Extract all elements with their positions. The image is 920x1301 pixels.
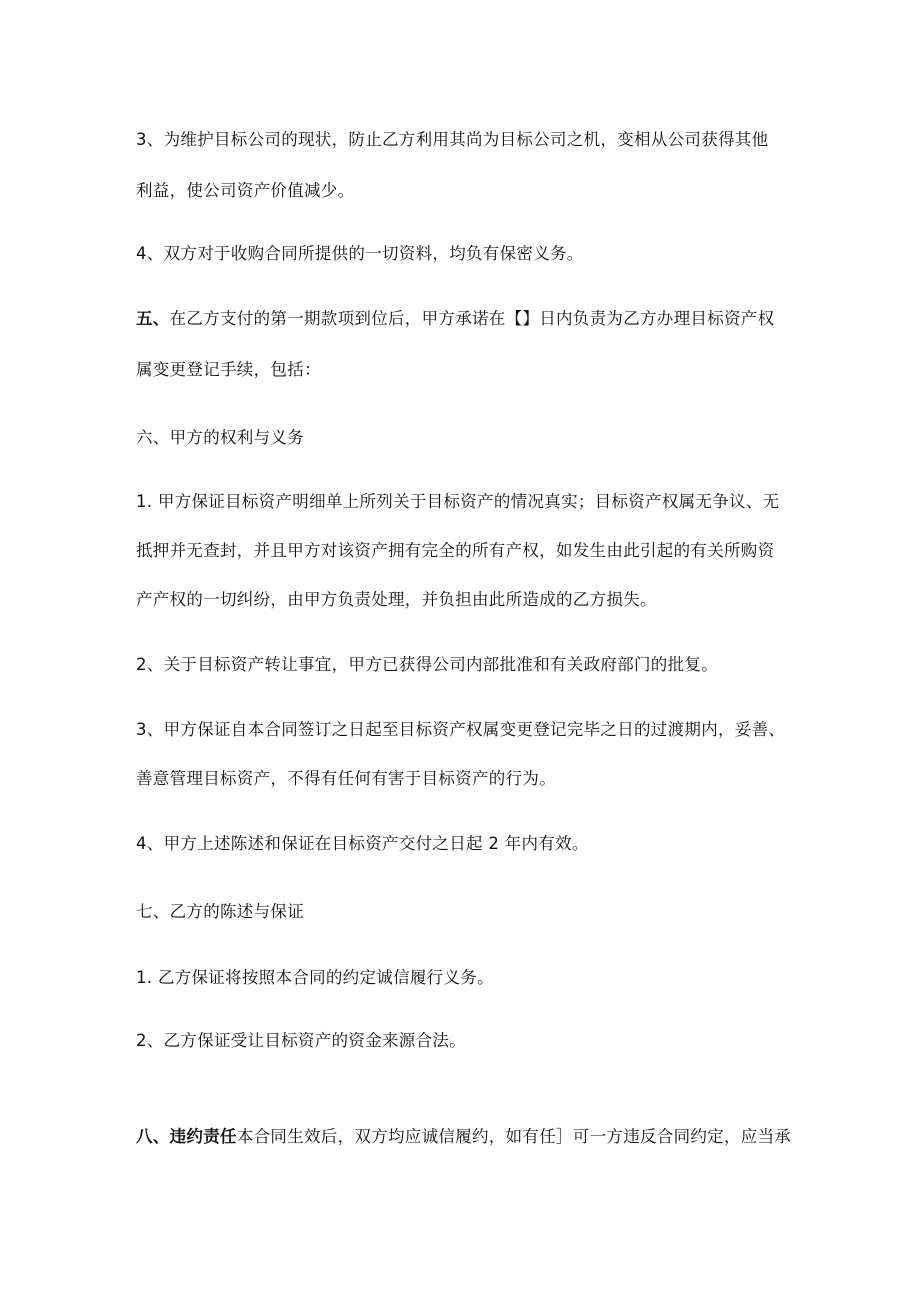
section-seven-heading: 七、乙方的陈述与保证 [136,902,304,921]
paragraph-line: 1. 乙方保证将按照本合同的约定诚信履行义务。 [136,968,494,987]
section-eight-line [136,1126,816,1148]
paragraph-line: 4、甲方上述陈述和保证在目标资产交付之日起 2 年内有效。 [136,834,589,853]
paragraph-line: 利益，使公司资产价值减少。 [136,181,355,200]
section-eight-heading: 八、违约责任 [136,1127,237,1146]
section-five-line [136,308,816,330]
paragraph-line: 产产权的一切纠纷，由甲方负责处理，并负担由此所造成的乙方损失。 [136,590,657,609]
section-five-text: 在乙方支付的第一期款项到位后，甲方承诺在【】日内负责为乙方办理目标资产权 [169,309,775,328]
paragraph-line: 2、乙方保证受让目标资产的资金来源合法。 [136,1031,466,1050]
paragraph-line: 1. 甲方保证目标资产明细单上所列关于目标资产的情况真实；目标资产权属无争议、无 [136,492,780,511]
section-five-heading: 五、 [136,309,170,328]
paragraph-line: 属变更登记手续，包括： [136,360,321,379]
paragraph-line: 3、甲方保证自本合同签订之日起至目标资产权属变更登记完毕之日的过渡期内，妥善、 [136,720,786,739]
paragraph-line: 4、双方对于收购合同所提供的一切资料，均负有保密义务。 [136,244,584,263]
paragraph-line: 抵押并无查封，并且甲方对该资产拥有完全的所有产权，如发生由此引起的有关所购资 [136,541,775,560]
section-six-heading: 六、甲方的权利与义务 [136,428,304,447]
section-eight-text: 本合同生效后，双方均应诚信履约，如有任］可一方违反合同约定，应当承 [236,1127,792,1146]
paragraph-line: 善意管理目标资产，不得有任何有害于目标资产的行为。 [136,769,556,788]
paragraph-line: 2、关于目标资产转让事宜，甲方已获得公司内部批准和有关政府部门的批复。 [136,655,718,674]
paragraph-line: 3、为维护目标公司的现状，防止乙方利用其尚为目标公司之机，变相从公司获得其他 [136,130,769,149]
